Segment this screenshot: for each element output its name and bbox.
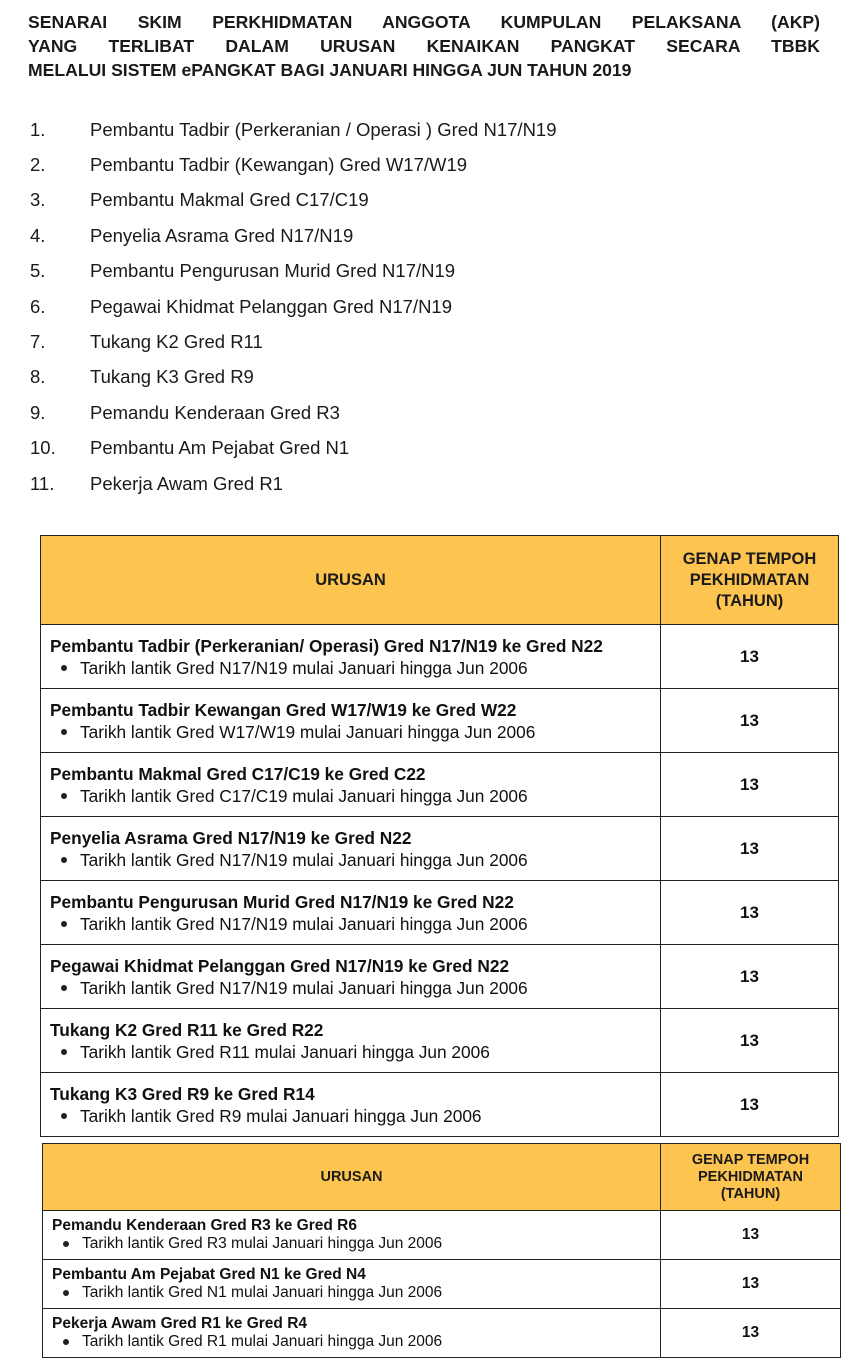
list-item-number: 11. [30,472,55,494]
list-item-number: 4. [30,224,46,246]
table-header-row [41,536,839,625]
tempoh-value: 13 [661,1009,839,1073]
urusan-cell [41,689,661,753]
header-tempoh-line-1: GENAP TEMPOH [682,549,817,568]
tempoh-value: 13 [661,625,839,689]
list-item-text: Pembantu Pengurusan Murid Gred N17/N19 [90,260,456,282]
urusan-cell [41,625,661,689]
heading-line-2: YANG TERLIBAT DALAM URUSAN KENAIKAN PANGKAT SECARA TBBK [28,36,820,56]
table-row [41,945,839,1009]
tempoh-value: 13 [661,1211,841,1260]
urusan-title: Pegawai Khidmat Pelanggan Gred N17/N19 ke Gred N22 [50,955,510,976]
urusan-title: Pembantu Am Pejabat Gred N1 ke Gred N4 [52,1266,366,1283]
tempoh-value: 13 [661,1309,841,1358]
table-header-row [43,1144,841,1211]
list-item [30,147,830,182]
header-tempoh-line-2: PEKHIDMATAN [698,1168,803,1185]
list-item-number: 1. [30,118,46,140]
list-item-text: Tukang K3 Gred R9 [90,366,254,388]
table-row [43,1260,841,1309]
promotion-table-1 [40,535,839,1137]
urusan-cell [41,753,661,817]
table-row [41,1009,839,1073]
urusan-note: Tarikh lantik Gred N17/N19 mulai Januari hingga Jun 2006 [50,657,659,679]
list-item-number: 3. [30,189,46,211]
header-tempoh-line-3: (TAHUN) [720,1185,781,1202]
header-tempoh [661,536,839,625]
list-item-number: 7. [30,331,46,353]
header-urusan: URUSAN [43,1144,661,1211]
list-item-text: Pekerja Awam Gred R1 [90,472,283,494]
list-item [30,395,830,430]
urusan-cell [41,1009,661,1073]
urusan-title: Pembantu Tadbir Kewangan Gred W17/W19 ke Gred W22 [50,699,517,720]
list-item-number: 10. [30,437,56,459]
tempoh-value: 13 [661,817,839,881]
header-tempoh-line-3: (TAHUN) [715,591,784,610]
urusan-cell [43,1309,661,1358]
header-tempoh-line-2: PEKHIDMATAN [689,570,810,589]
urusan-note: Tarikh lantik Gred R3 mulai Januari hingga Jun 2006 [52,1235,659,1253]
urusan-title: Tukang K3 Gred R9 ke Gred R14 [50,1083,315,1104]
list-item-number: 8. [30,366,46,388]
list-item [30,466,830,501]
list-item-number: 9. [30,401,46,423]
header-urusan: URUSAN [41,536,661,625]
urusan-note: Tarikh lantik Gred R1 mulai Januari hingga Jun 2006 [52,1333,659,1351]
urusan-title: Pembantu Pengurusan Murid Gred N17/N19 ke Gred N22 [50,891,514,912]
urusan-title: Pekerja Awam Gred R1 ke Gred R4 [52,1315,308,1332]
urusan-title: Tukang K2 Gred R11 ke Gred R22 [50,1019,324,1040]
list-item-number: 2. [30,154,46,176]
urusan-title: Pembantu Tadbir (Perkeranian/ Operasi) Gred N17/N19 ke Gred N22 [50,635,603,656]
tempoh-value: 13 [661,1260,841,1309]
urusan-title: Pemandu Kenderaan Gred R3 ke Gred R6 [52,1217,357,1234]
table-row [43,1211,841,1260]
urusan-note: Tarikh lantik Gred R9 mulai Januari hingga Jun 2006 [50,1105,659,1127]
urusan-cell [41,881,661,945]
heading-line-1: SENARAI SKIM PERKHIDMATAN ANGGOTA KUMPULAN PELAKSANA (AKP) [28,12,820,32]
list-item-text: Tukang K2 Gred R11 [90,331,263,353]
table-row [41,753,839,817]
urusan-cell [41,945,661,1009]
table-row [41,817,839,881]
urusan-title: Pembantu Makmal Gred C17/C19 ke Gred C22 [50,763,426,784]
urusan-cell [43,1211,661,1260]
list-item [30,183,830,218]
urusan-note: Tarikh lantik Gred N1 mulai Januari hingga Jun 2006 [52,1284,659,1302]
list-item [30,218,830,253]
list-item-text: Pegawai Khidmat Pelanggan Gred N17/N19 [90,295,453,317]
list-item [30,324,830,359]
list-item [30,289,830,324]
tempoh-value: 13 [661,689,839,753]
list-item [30,360,830,395]
tempoh-value: 13 [661,1073,839,1137]
urusan-cell [41,817,661,881]
urusan-note: Tarikh lantik Gred N17/N19 mulai Januari hingga Jun 2006 [50,849,659,871]
table-row [43,1309,841,1358]
urusan-note: Tarikh lantik Gred N17/N19 mulai Januari hingga Jun 2006 [50,913,659,935]
heading-line-3: MELALUI SISTEM ePANGKAT BAGI JANUARI HINGGA JUN TAHUN 2019 [28,60,632,80]
list-item [30,254,830,289]
urusan-title: Penyelia Asrama Gred N17/N19 ke Gred N22 [50,827,412,848]
table-row [41,881,839,945]
urusan-note: Tarikh lantik Gred C17/C19 mulai Januari hingga Jun 2006 [50,785,659,807]
list-item-number: 6. [30,295,46,317]
table-row [41,689,839,753]
promotion-table-2 [42,1143,841,1358]
table-row [41,625,839,689]
list-item [30,112,830,147]
list-item-text: Pembantu Makmal Gred C17/C19 [90,189,369,211]
header-tempoh-line-1: GENAP TEMPOH [691,1151,810,1168]
urusan-note: Tarikh lantik Gred R11 mulai Januari hingga Jun 2006 [50,1041,659,1063]
list-item [30,431,830,466]
table-row [41,1073,839,1137]
urusan-note: Tarikh lantik Gred W17/W19 mulai Januari hingga Jun 2006 [50,721,659,743]
urusan-cell [41,1073,661,1137]
header-tempoh [661,1144,841,1211]
tempoh-value: 13 [661,945,839,1009]
list-item-text: Pembantu Tadbir (Perkeranian / Operasi ) Gred N17/N19 [90,118,557,140]
list-item-text: Pembantu Am Pejabat Gred N1 [90,437,350,459]
tempoh-value: 13 [661,753,839,817]
tempoh-value: 13 [661,881,839,945]
list-item-text: Pembantu Tadbir (Kewangan) Gred W17/W19 [90,154,468,176]
document-heading [28,10,820,82]
urusan-note: Tarikh lantik Gred N17/N19 mulai Januari hingga Jun 2006 [50,977,659,999]
list-item-text: Pemandu Kenderaan Gred R3 [90,401,340,423]
list-item-text: Penyelia Asrama Gred N17/N19 [90,224,354,246]
list-item-number: 5. [30,260,46,282]
scheme-list [30,112,830,501]
urusan-cell [43,1260,661,1309]
